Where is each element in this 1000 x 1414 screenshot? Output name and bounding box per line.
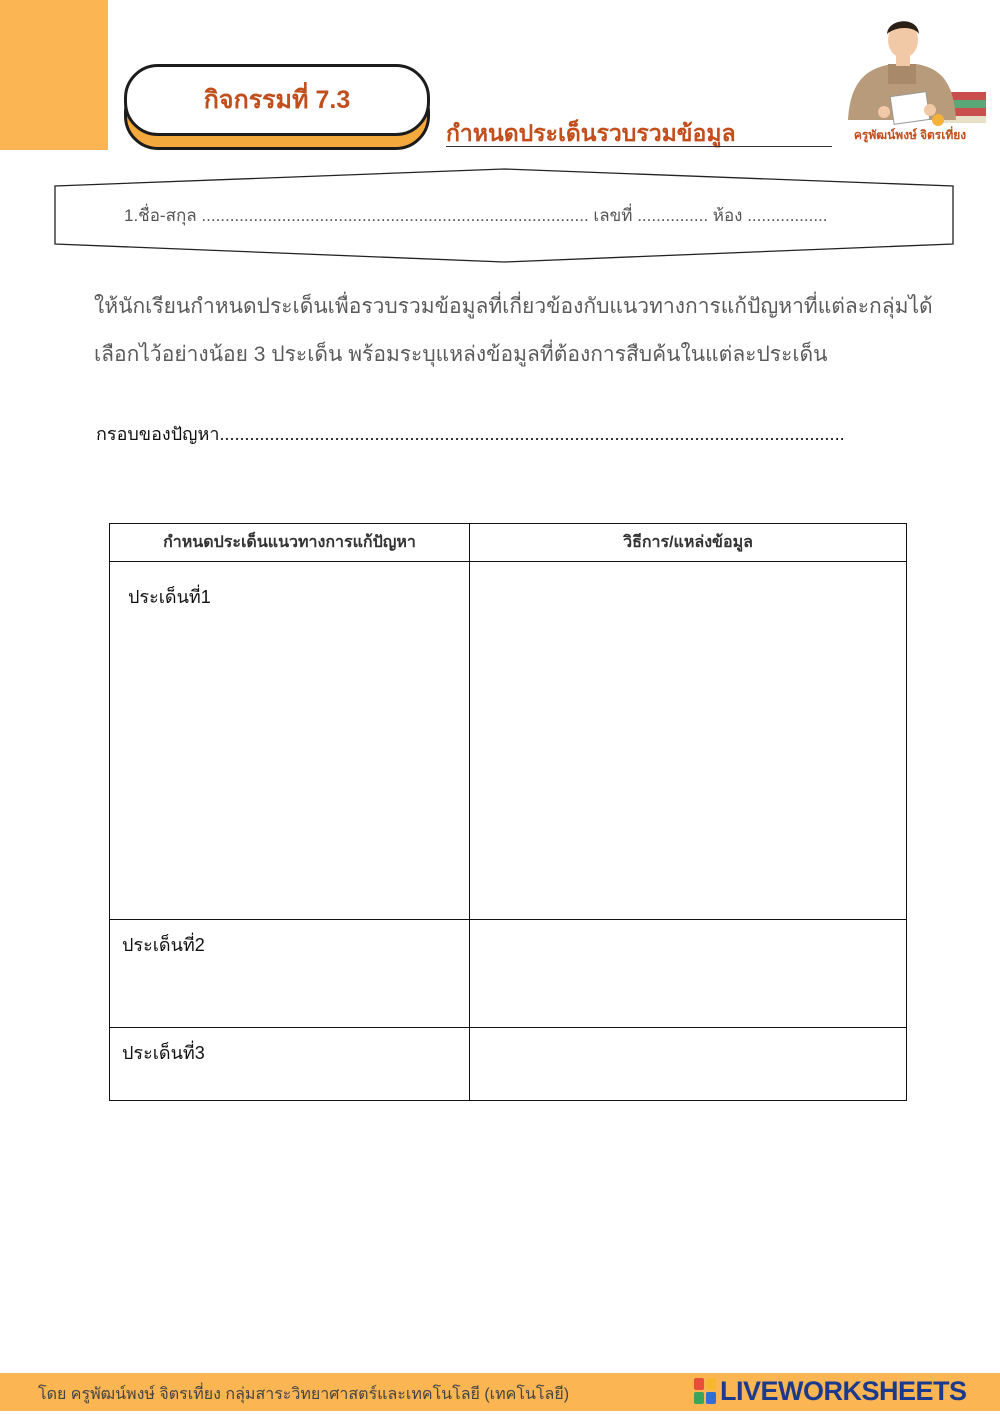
teacher-caption: ครูพัฒน์พงษ์ จิตรเที่ยง	[853, 128, 967, 142]
issue-label-3: ประเด็นที่3	[122, 1043, 205, 1063]
problem-frame-line: กรอบของปัญหา.............................................................................................................................	[96, 424, 845, 444]
liveworksheets-logo-icon	[694, 1378, 716, 1404]
table-row	[110, 1028, 907, 1101]
table-row	[110, 920, 907, 1028]
teacher-illustration	[826, 8, 994, 140]
issue-cell-2[interactable]	[110, 920, 470, 1028]
header-issue: กำหนดประเด็นแนวทางการแก้ปัญหา	[110, 524, 470, 562]
subtitle-underline	[446, 146, 832, 147]
corner-decoration	[0, 0, 108, 150]
issues-table	[109, 523, 907, 1101]
instruction-line-1: ให้นักเรียนกำหนดประเด็นเพื่อรวบรวมข้อมูลที่เกี่ยวข้องกับแนวทางการแก้ปัญหาที่แต่ละกลุ่มได้	[94, 295, 933, 318]
header-method-source: วิธีการ/แหล่งข้อมูล	[470, 524, 907, 562]
issue-cell-3[interactable]	[110, 1028, 470, 1101]
student-info-line: 1.ชื่อ-สกุล .................................................................................. เลขที่ ............... ห้อง .................	[124, 206, 828, 225]
instruction-line-2: เลือกไว้อย่างน้อย 3 ประเด็น พร้อมระบุแหล่งข้อมูลที่ต้องการสืบค้นในแต่ละประเด็น	[94, 343, 828, 366]
activity-label: กิจกรรมที่ 7.3	[203, 86, 351, 114]
activity-badge	[124, 64, 430, 136]
issue-cell-1[interactable]	[110, 562, 470, 920]
footer-credit: โดย ครูพัฒน์พงษ์ จิตรเที่ยง กลุ่มสาระวิทยาศาสตร์และเทคโนโลยี (เทคโนโลยี)	[38, 1386, 570, 1403]
liveworksheets-logo-text: LIVEWORKSHEETS	[720, 1375, 967, 1406]
worksheet-subtitle: กำหนดประเด็นรวบรวมข้อมูล	[446, 120, 736, 146]
source-cell-2[interactable]	[470, 920, 907, 1028]
table-row	[110, 562, 907, 920]
issue-label-2: ประเด็นที่2	[122, 935, 205, 955]
issue-label-1: ประเด็นที่1	[128, 587, 211, 607]
liveworksheets-logo[interactable]	[694, 1376, 990, 1406]
source-cell-1[interactable]	[470, 562, 907, 920]
source-cell-3[interactable]	[470, 1028, 907, 1101]
table-header-row	[110, 524, 907, 562]
